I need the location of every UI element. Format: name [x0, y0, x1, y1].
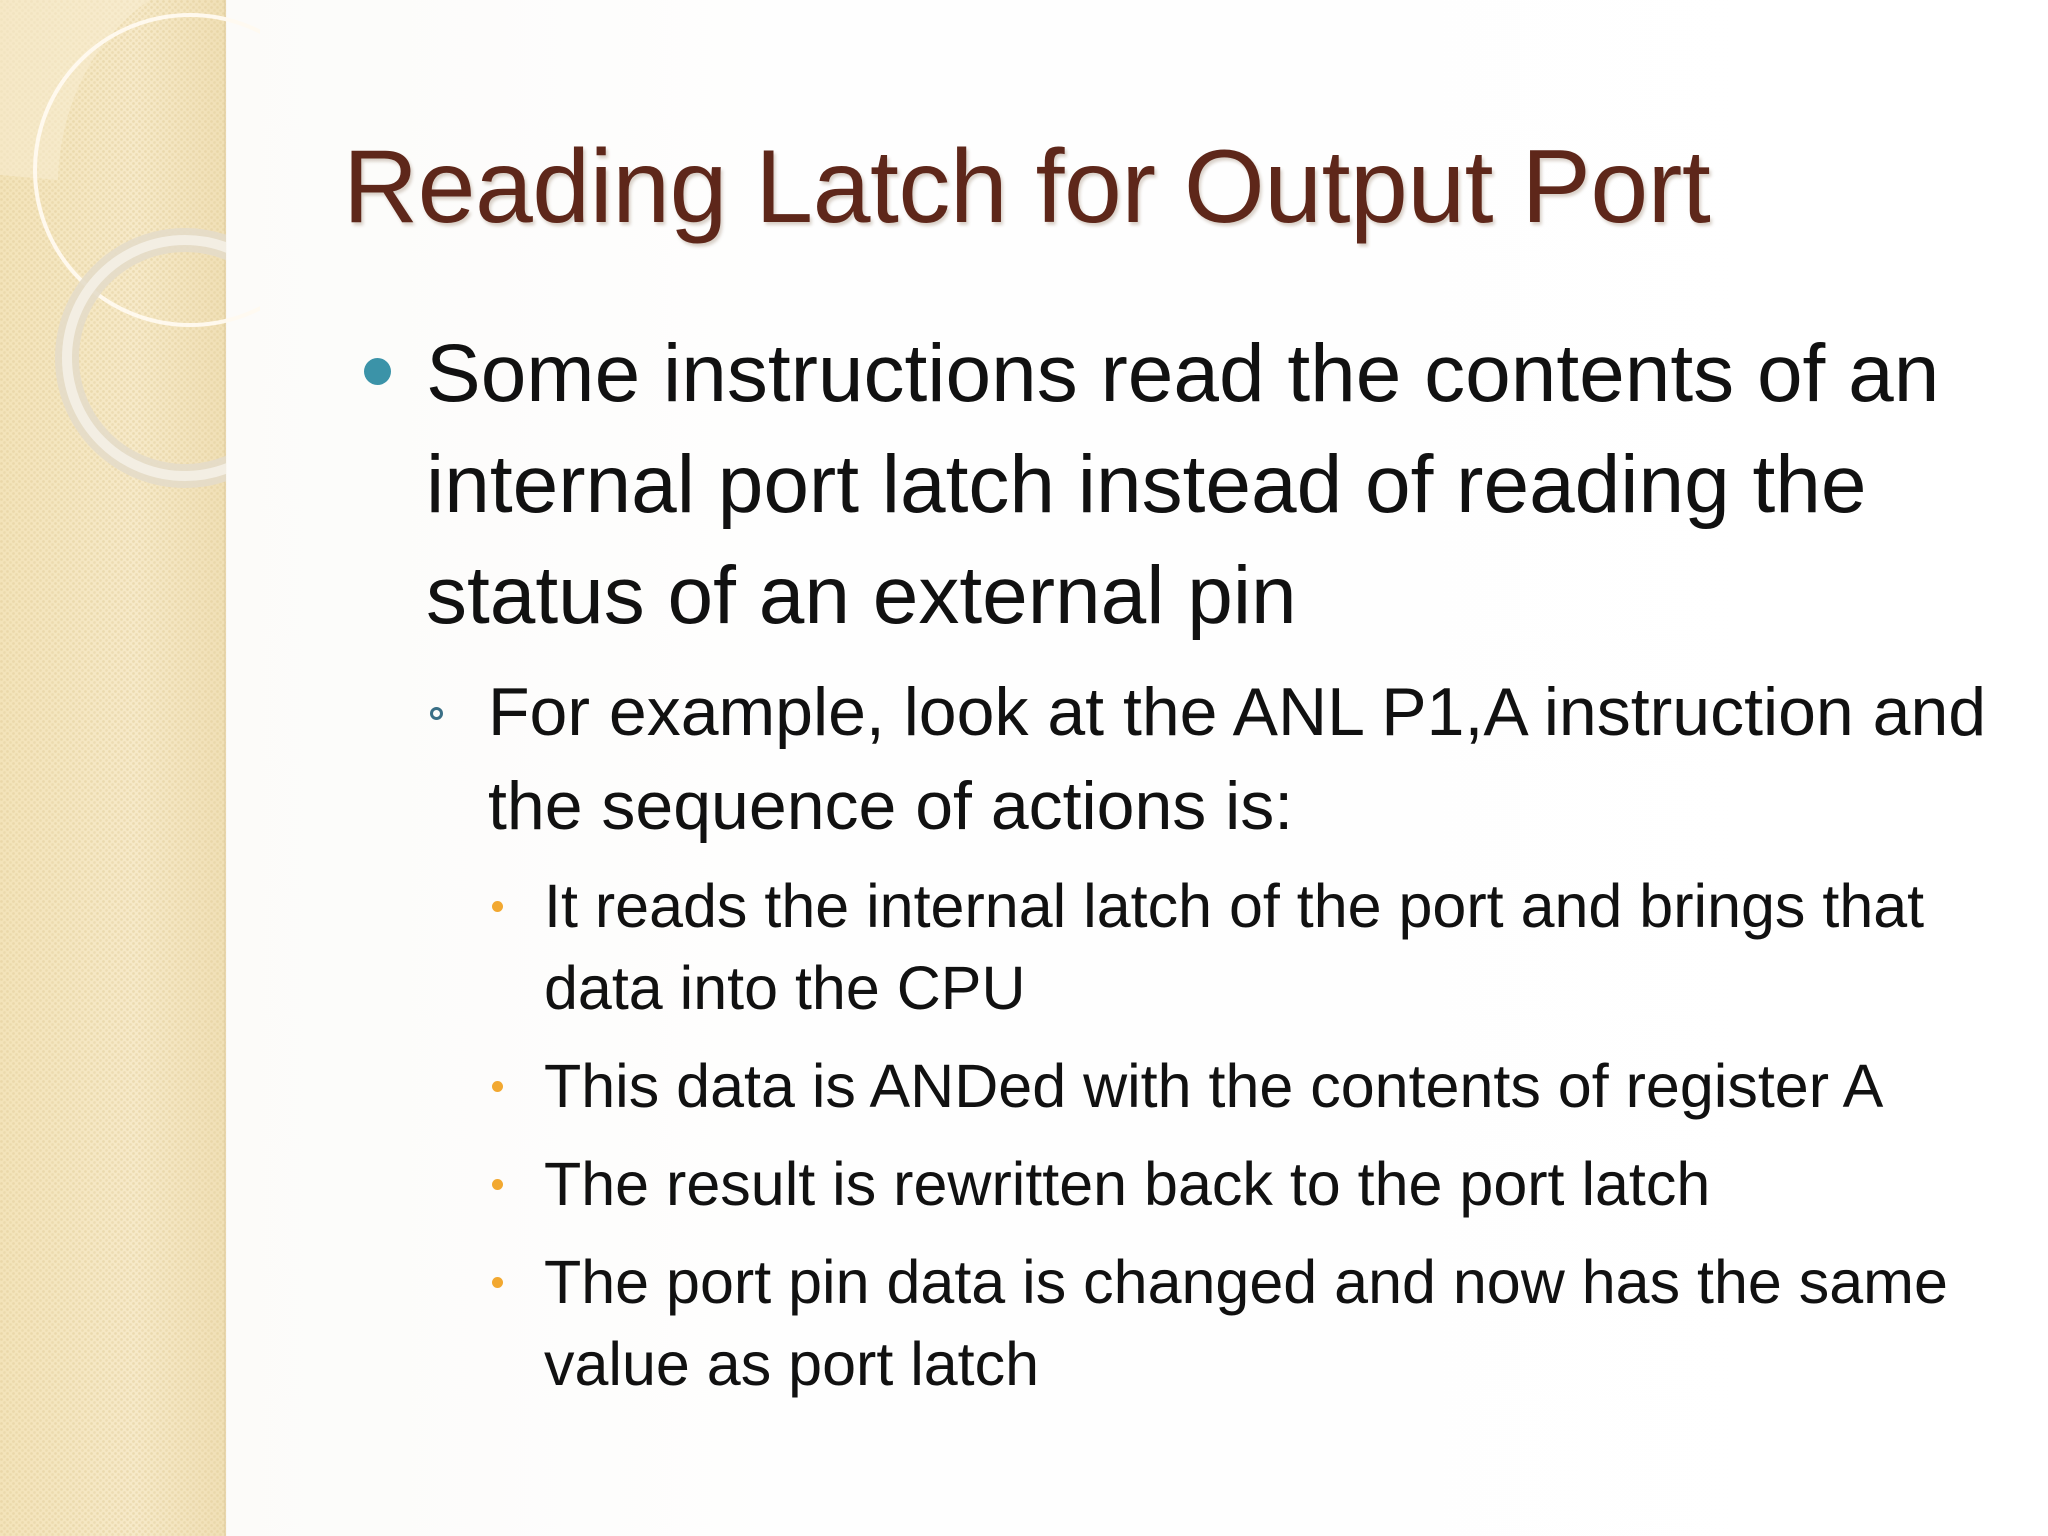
decorative-sidebar — [0, 0, 226, 1536]
step-text: It reads the internal latch of the port and brings that data into the CPU — [544, 872, 1925, 1022]
step-text: This data is ANDed with the contents of register A — [544, 1052, 1884, 1120]
step-item — [488, 1241, 2048, 1405]
step-item — [488, 1045, 2048, 1127]
bullet-text: Some instructions read the contents of an internal port latch instead of reading the status of an external pin — [426, 328, 1940, 641]
slide-title: Reading Latch for Output Port — [343, 129, 1711, 245]
bullet-level2 — [426, 665, 2028, 853]
small-dot-icon — [492, 1081, 503, 1092]
slide-content — [360, 318, 2020, 1405]
ring-icon — [430, 707, 443, 720]
step-item — [488, 865, 2048, 1029]
bullet-level1 — [360, 318, 2046, 651]
step-text: The result is rewritten back to the port latch — [544, 1150, 1711, 1218]
small-dot-icon — [492, 1277, 503, 1288]
sub-bullet-text: For example, look at the ANL P1,A instruction and the sequence of actions is: — [488, 674, 1987, 844]
step-text: The port pin data is changed and now has the same value as port latch — [544, 1248, 1948, 1398]
small-dot-icon — [492, 901, 503, 912]
sidebar-edge — [224, 0, 227, 1536]
step-item — [488, 1143, 2048, 1225]
filled-circle-icon — [364, 358, 391, 385]
small-dot-icon — [492, 1179, 503, 1190]
